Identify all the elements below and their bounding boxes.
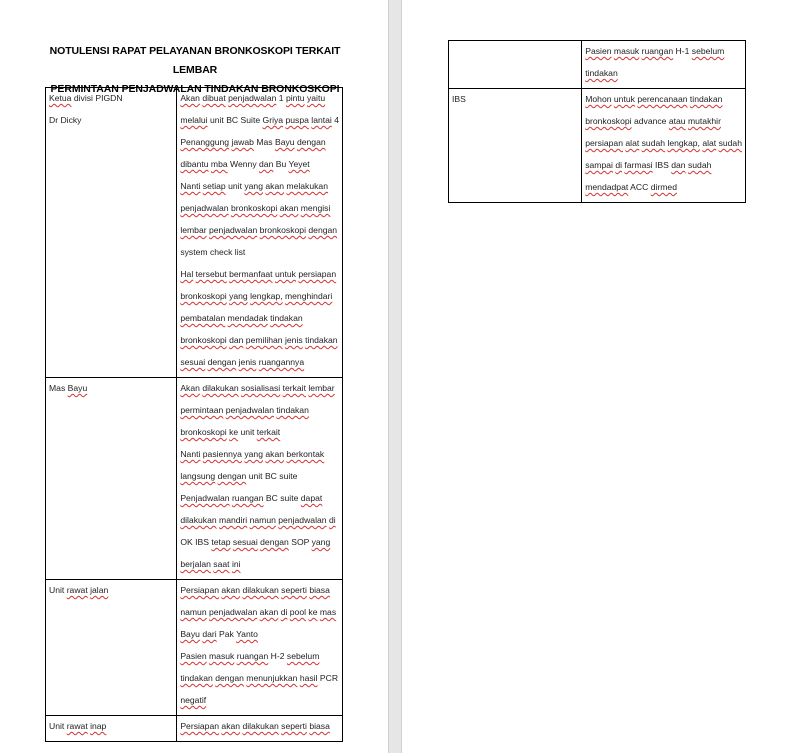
discussion-cell: [177, 88, 343, 378]
speaker-cell: [46, 378, 177, 580]
cell-line: sesuai dengan jenis ruangannya: [180, 357, 305, 367]
minutes-table-page-2: [448, 40, 746, 203]
speaker-cell: [449, 89, 582, 203]
discussion-cell: [582, 89, 746, 203]
cell-line: namun penjadwalan akan di pool ke mas: [180, 607, 337, 617]
cell-line: Ketua divisi PIGDN: [49, 93, 123, 103]
cell-line: IBS: [452, 94, 466, 104]
cell-line: Persiapan akan dilakukan seperti biasa: [180, 585, 330, 595]
table-row: [46, 580, 343, 716]
cell-line: bronkoskopi ke unit terkait: [180, 427, 281, 437]
cell-line: OK IBS tetap sesuai dengan SOP yang: [180, 537, 331, 547]
cell-line: negatif: [180, 695, 207, 705]
cell-line: Penjadwalan ruangan BC suite dapat: [180, 493, 323, 503]
cell-line: Nanti setiap unit yang akan melakukan: [180, 181, 328, 191]
cell-line: dibantu mba Wenny dan Bu Yeyet: [180, 159, 310, 169]
cell-line: berjalan saat ini: [180, 559, 241, 569]
cell-line: bronkoskopi dan pemilihan jenis tindakan: [180, 335, 338, 345]
document-page-2: [401, 0, 790, 753]
cell-line: melalui unit BC Suite Griya puspa lantai 4: [180, 115, 339, 125]
speaker-cell: [449, 41, 582, 89]
discussion-cell: [177, 716, 343, 742]
title-line-1: NOTULENSI RAPAT PELAYANAN BRONKOSKOPI TERKAIT LEMBAR: [49, 45, 341, 76]
cell-line: lembar penjadwalan bronkoskopi dengan: [180, 225, 338, 235]
cell-line: Pasien masuk ruangan H-1 sebelum: [585, 46, 725, 56]
table-row: [449, 41, 746, 89]
table-row: [46, 716, 343, 742]
cell-line: Hal tersebut bermanfaat untuk persiapan: [180, 269, 337, 279]
cell-line: Nanti pasiennya yang akan berkontak: [180, 449, 325, 459]
table-row: [46, 88, 343, 378]
cell-line: system check list: [180, 247, 246, 257]
cell-line: Penanggung jawab Mas Bayu dengan: [180, 137, 326, 147]
cell-line: langsung dengan unit BC suite: [180, 471, 298, 481]
cell-line: Pasien masuk ruangan H-2 sebelum: [180, 651, 320, 661]
cell-line: dilakukan mandiri namun penjadwalan di: [180, 515, 336, 525]
cell-line: sampai di farmasi IBS dan sudah: [585, 160, 712, 170]
cell-line: Dr Dicky: [49, 115, 82, 125]
discussion-cell: [177, 378, 343, 580]
cell-line: Akan dibuat penjadwalan 1 pintu yaitu: [180, 93, 326, 103]
cell-line: pembatalan mendadak tindakan: [180, 313, 303, 323]
cell-line: penjadwalan bronkoskopi akan mengisi: [180, 203, 331, 213]
cell-line: permintaan penjadwalan tindakan: [180, 405, 309, 415]
discussion-cell: [582, 41, 746, 89]
speaker-cell: [46, 716, 177, 742]
cell-line: Mohon untuk perencanaan tindakan: [585, 94, 723, 104]
cell-line: Mas Bayu: [49, 383, 88, 393]
cell-line: tindakan: [585, 68, 618, 78]
cell-line: Bayu dari Pak Yanto: [180, 629, 258, 639]
table-row: [449, 89, 746, 203]
title-line-2: PERMINTAAN PENJADWALAN TINDAKAN BRONKOSKOPI: [50, 83, 340, 95]
cell-line: Persiapan akan dilakukan seperti biasa: [180, 721, 330, 731]
cell-line: Unit rawat jalan: [49, 585, 109, 595]
speaker-cell: [46, 580, 177, 716]
speaker-cell: [46, 88, 177, 378]
cell-line: Unit rawat inap: [49, 721, 107, 731]
cell-line: mendadpat ACC dirmed: [585, 182, 677, 192]
table-row: [46, 378, 343, 580]
document-page-1: [0, 0, 389, 753]
cell-line: tindakan dengan menunjukkan hasil PCR: [180, 673, 339, 683]
cell-line: bronkoskopi advance atau mutakhir: [585, 116, 721, 126]
cell-line: persiapan alat sudah lengkap, alat sudah: [585, 138, 742, 148]
discussion-cell: [177, 580, 343, 716]
cell-line: Akan dilakukan sosialisasi terkait lembar: [180, 383, 335, 393]
cell-line: bronkoskopi yang lengkap, menghindari: [180, 291, 333, 301]
minutes-table-page-1: [45, 87, 343, 742]
